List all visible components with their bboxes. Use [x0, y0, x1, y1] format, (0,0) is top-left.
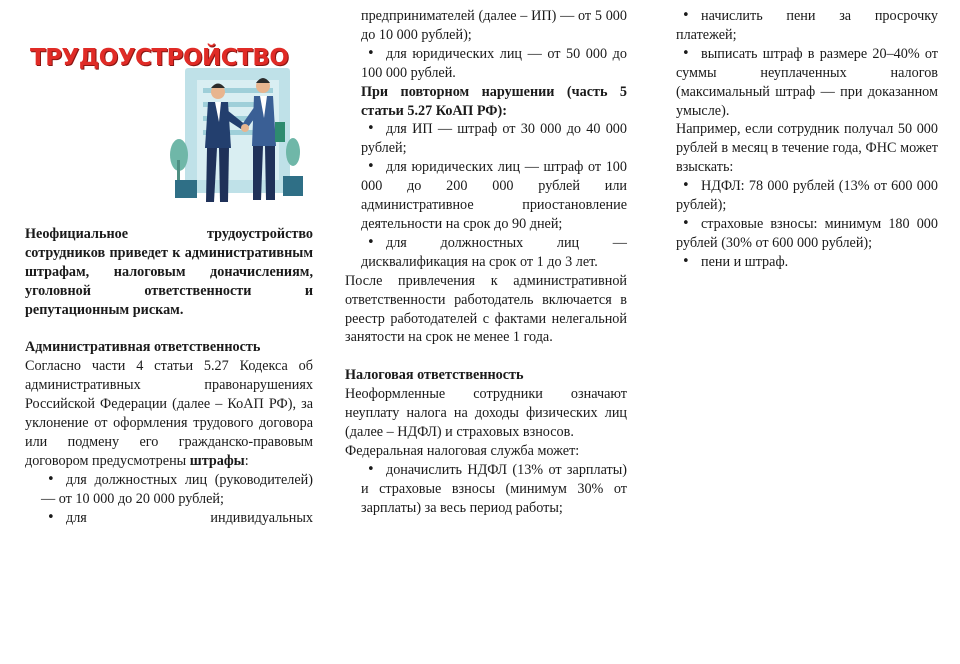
fns-lead: Федеральная налоговая служба может:	[345, 442, 580, 459]
admin-text: Согласно части 4 статьи 5.27 Кодекса об административных правонарушениях Российской Федерации (далее – КоАП РФ), за уклонение от оформления трудового договора или подмену его гражданско-правовым договором предусмотрены	[25, 358, 313, 469]
list-item: • страховые взносы: минимум 180 000 рублей (30% от 600 000 рублей);	[676, 215, 938, 253]
list-item: • для должностных лиц (руководителей) — от 10 000 до 20 000 рублей;	[41, 471, 313, 509]
list-item: • для юридических лиц — от 50 000 до 100 000 рублей.	[361, 45, 627, 83]
banner-title: ТРУДОУСТРОЙСТВО	[30, 45, 289, 71]
fns-list	[345, 461, 627, 518]
repeat-heading: При повторном нарушении (часть 5 статьи 5.27 КоАП РФ):	[361, 83, 627, 119]
list-item: • пени и штраф.	[676, 253, 938, 272]
tax-heading: Налоговая ответственность	[345, 367, 524, 384]
intro-paragraph: Неофициальное трудоустройство сотрудников приведет к административным штрафам, налоговым доначислениям, уголовной ответственности и репутационным рискам.	[25, 226, 313, 318]
list-item: • для индивидуальных	[41, 509, 313, 528]
list-item: • для ИП — штраф от 30 000 до 40 000 рублей;	[361, 120, 627, 158]
fines-list-continued	[345, 7, 627, 83]
admin-heading: Административная ответственность	[25, 339, 261, 356]
admin-text-end: :	[244, 452, 249, 469]
list-item: • начислить пени за просрочку платежей;	[676, 7, 938, 45]
fns-list-continued	[657, 7, 938, 120]
list-item: • выписать штраф в размере 20–40% от суммы неуплаченных налогов (максимальный штраф — при доказанном умысле).	[676, 45, 938, 121]
registry-paragraph: После привлечения к административной ответственности работодатель включается в реестр работодателей с фактами нелегальной занятости на срок не менее 1 года.	[345, 272, 627, 346]
tax-paragraph: Неоформленные сотрудники означают неуплату налога на доходы физических лиц (далее – НДФЛ) и страховых взносов.	[345, 386, 627, 440]
admin-text-bold: штрафы	[189, 452, 245, 469]
example-list	[657, 177, 938, 272]
column-3	[657, 7, 938, 272]
list-item: • НДФЛ: 78 000 рублей (13% от 600 000 рублей);	[676, 177, 938, 215]
banner	[25, 40, 313, 210]
list-item: • для юридических лиц — штраф от 100 000 до 200 000 рублей или административное приостановление деятельности на срок до 90 дней;	[361, 158, 627, 234]
admin-paragraph	[25, 357, 313, 470]
list-item-continuation: предпринимателей (далее – ИП) — от 5 000 до 10 000 рублей);	[361, 8, 627, 43]
example-paragraph: Например, если сотрудник получал 50 000 рублей в месяц в течение года, ФНС может взыскать:	[676, 121, 938, 176]
fines-list	[25, 471, 313, 528]
column-2	[345, 7, 627, 517]
repeat-list	[345, 120, 627, 271]
list-item: • доначислить НДФЛ (13% от зарплаты) и страховые взносы (минимум 30% от зарплаты) за весь период работы;	[361, 461, 627, 518]
list-item: • для должностных лиц — дисквалификация на срок от 1 до 3 лет.	[361, 234, 627, 272]
column-1	[25, 225, 313, 527]
